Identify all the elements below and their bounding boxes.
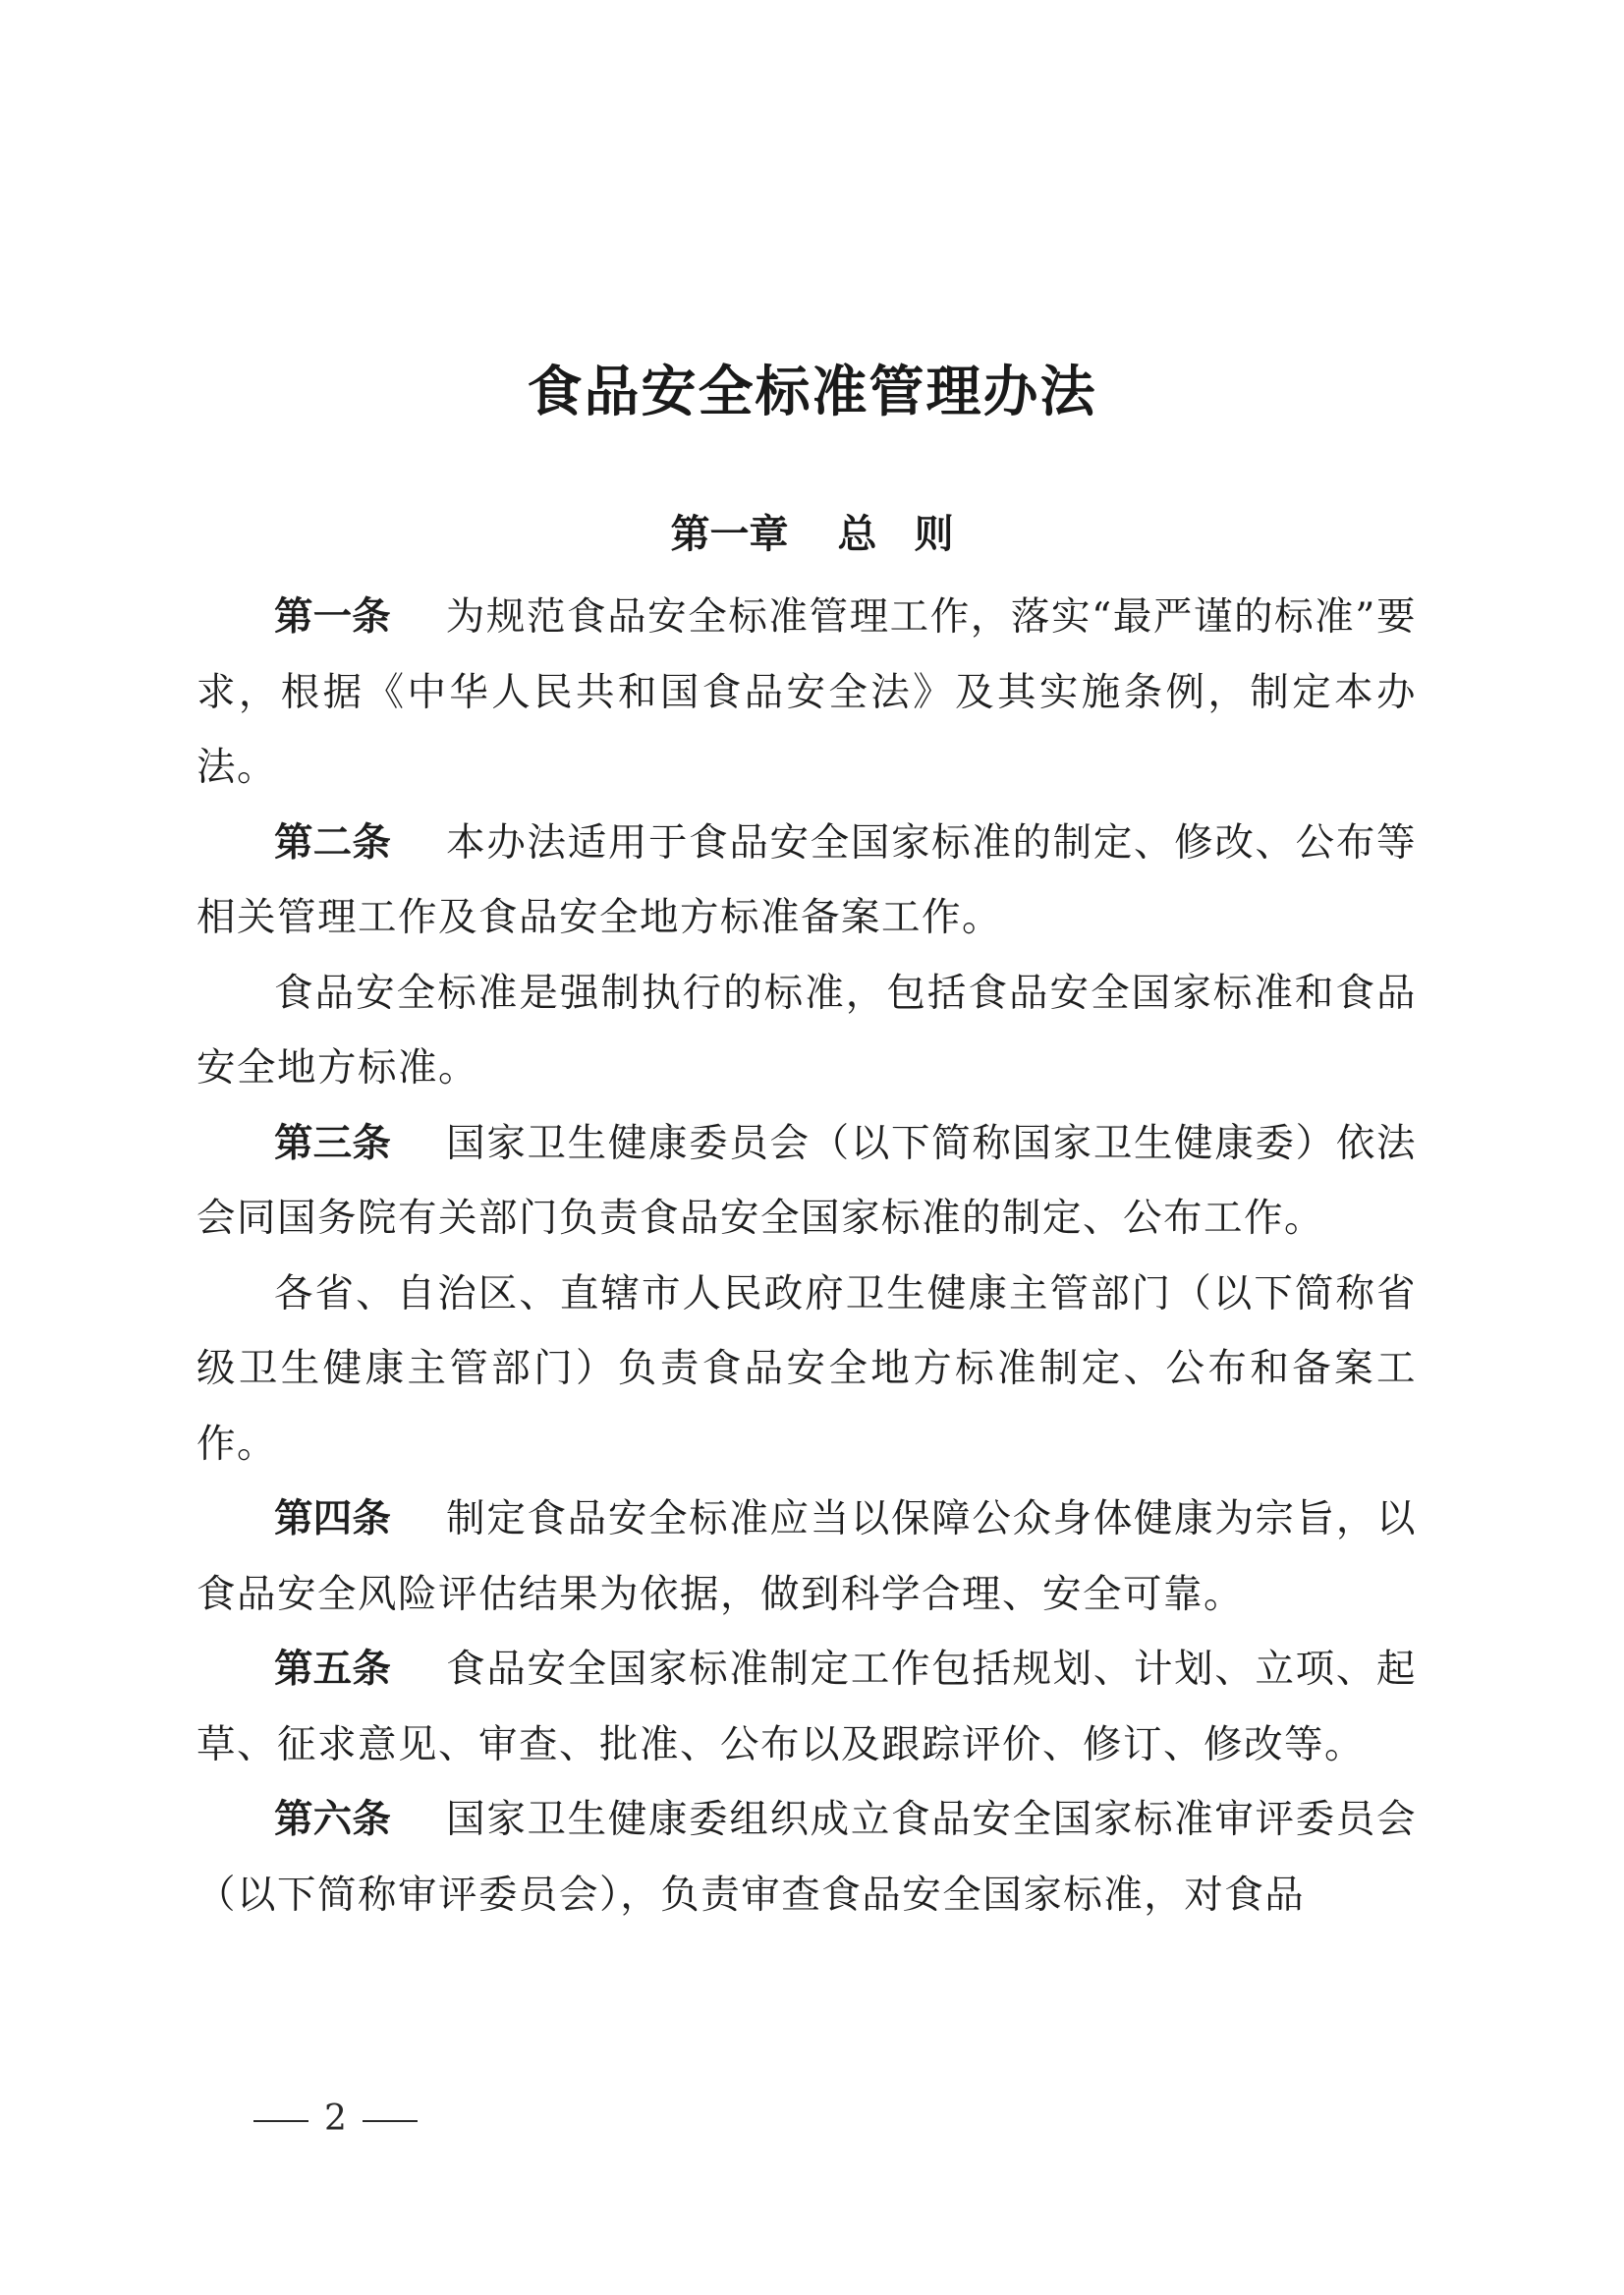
paragraph-article-6 <box>196 1782 1417 1932</box>
chapter-number: 第一章 <box>670 512 789 557</box>
article-number: 第五条 <box>274 1647 391 1692</box>
article-number: 第四条 <box>274 1496 391 1541</box>
paragraph-text: 食品安全标准是强制执行的标准，包括食品安全国家标准和食品安全地方标准。 <box>196 970 1417 1091</box>
paragraph-text: 各省、自治区、直辖市人民政府卫生健康主管部门（以下简称省级卫生健康主管部门）负责食品安全地方标准制定、公布和备案工作。 <box>196 1270 1417 1467</box>
paragraph-text: 国家卫生健康委员会（以下简称国家卫生健康委）依法会同国务院有关部门负责食品安全国家标准的制定、公布工作。 <box>196 1120 1417 1241</box>
chapter-heading <box>0 503 1624 559</box>
paragraph-article-2-continued <box>196 956 1417 1106</box>
paragraph-article-2 <box>196 806 1417 956</box>
paragraph-text: 为规范食品安全标准管理工作，落实“最严谨的标准”要求，根据《中华人民共和国食品安全法》及其实施条例，制定本办法。 <box>196 594 1418 790</box>
article-number: 第六条 <box>274 1797 391 1842</box>
page-number-value: 2 <box>324 2099 347 2139</box>
paragraph-article-1 <box>196 580 1417 806</box>
paragraph-text: 食品安全国家标准制定工作包括规划、计划、立项、起草、征求意见、审查、批准、公布以及跟踪评价、修订、修改等。 <box>196 1647 1417 1767</box>
document-title: 食品安全标准管理办法 <box>527 361 1097 424</box>
document-body <box>196 580 1417 1932</box>
paragraph-article-3 <box>196 1106 1417 1257</box>
article-number: 第三条 <box>274 1120 391 1166</box>
page-number-dash-right <box>363 2120 418 2122</box>
paragraph-text: 制定食品安全标准应当以保障公众身体健康为宗旨，以食品安全风险评估结果为依据，做到科学合理、安全可靠。 <box>196 1496 1417 1617</box>
paragraph-article-3-continued <box>196 1257 1417 1483</box>
article-number: 第一条 <box>274 594 391 640</box>
chapter-title-part1: 总 <box>837 512 877 557</box>
paragraph-text: 国家卫生健康委组织成立食品安全国家标准审评委员会（以下简称审评委员会），负责审查食品安全国家标准，对食品 <box>196 1797 1417 1918</box>
paragraph-article-5 <box>196 1632 1417 1782</box>
page-number <box>253 2099 418 2139</box>
page-number-dash-left <box>253 2120 308 2122</box>
paragraph-text: 本办法适用于食品安全国家标准的制定、修改、公布等相关管理工作及食品安全地方标准备案工作。 <box>196 819 1417 940</box>
article-number: 第二条 <box>274 819 391 866</box>
paragraph-article-4 <box>196 1482 1417 1632</box>
chapter-title-part2: 则 <box>914 512 954 557</box>
